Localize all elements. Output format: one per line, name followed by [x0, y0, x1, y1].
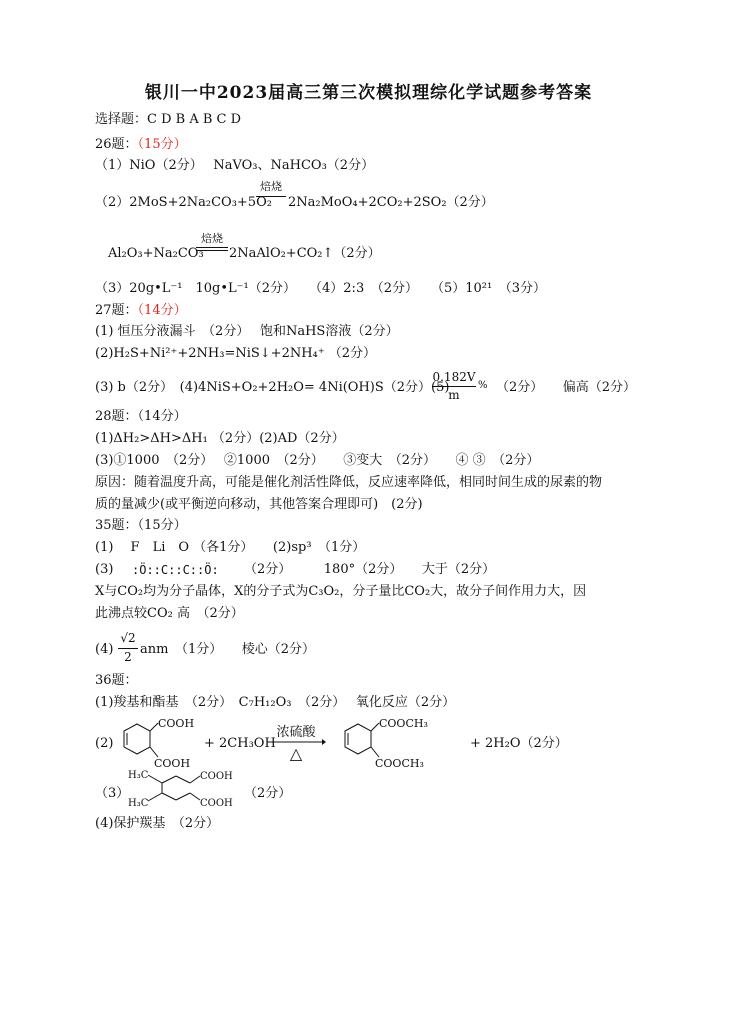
q27-fraction-denominator: m — [448, 388, 460, 402]
q28-heading: 28题：（14分） — [95, 409, 187, 424]
q35-electron-dot-formula: :Ö::C::C::Ö: — [132, 563, 219, 577]
q36-heat-symbol: △ — [289, 744, 303, 763]
q36-reactant-cooh-bottom: COOH — [154, 757, 191, 770]
q26-line2-right: 2Na₂MoO₄+2CO₂+2SO₂（2分） — [288, 195, 494, 210]
q36-line2-label: (2) — [95, 736, 114, 751]
q36-answer3-structure — [128, 768, 243, 814]
q27-percent: % — [478, 380, 488, 391]
q36-line3-label: （3） — [95, 786, 130, 801]
q36-line1: (1)羧基和酯基 （2分） C₇H₁₂O₃ （2分） 氧化反应（2分） — [95, 695, 456, 710]
q36-product-structure — [333, 715, 443, 770]
q28-line2: (3)①1000 （2分） ②1000 （2分） ③变大 （2分） ④ ③ （2分） — [95, 453, 540, 468]
q27-heading — [95, 303, 187, 319]
q35-sqrt-numerator: √2 — [120, 631, 136, 645]
q26-line3-equals — [196, 247, 228, 251]
q35-line2-right: （2分） 180°（2分） 大于（2分） — [244, 562, 496, 577]
q35-line3: X与CO₂均为分子晶体，X的分子式为C₃O₂，分子量比CO₂大，故分子间作用力大，因 — [95, 584, 587, 599]
q28-line3: 原因：随着温度升高，可能是催化剂活性降低，反应速率降低，相同时间生成的尿素的物 — [95, 475, 603, 490]
page-title: 银川一中2023届高三第三次模拟理综化学试题参考答案 — [144, 83, 593, 103]
q26-line3-right: 2NaAlO₂+CO₂↑（2分） — [229, 246, 381, 261]
q36-answer3-cooh-bottom: COOH — [200, 798, 233, 809]
q26-line2-arrow — [256, 196, 286, 197]
q35-fraction-denominator: 2 — [124, 650, 132, 664]
q35-line4: 此沸点较CO₂ 高 （2分） — [95, 606, 244, 621]
q26-line2-condition: 焙烧 — [260, 180, 282, 193]
q36-reactant-cooh-top: COOH — [158, 717, 195, 730]
q36-product-ester-top: COOCH₃ — [379, 717, 428, 730]
q35-line5-label: (4) — [95, 642, 114, 657]
q26-head: 26题： — [95, 137, 138, 152]
q36-answer3-h3c-top: H₃C — [128, 770, 149, 781]
q27-fraction-bar — [432, 386, 476, 387]
q35-fraction-bar — [118, 648, 138, 649]
q26-line1: （1）NiO（2分） NaVO₃、NaHCO₃（2分） — [95, 158, 375, 173]
q27-line1: (1) 恒压分液漏斗 （2分） 饱和NaHS溶液（2分） — [95, 324, 399, 339]
q26-line3-condition: 焙烧 — [201, 232, 223, 245]
q36-answer3-cooh-top: COOH — [200, 771, 233, 782]
q35-line1: (1) F Li O （各1分） (2)sp³ （1分） — [95, 540, 366, 555]
q36-line4: (4)保护羰基 （2分） — [95, 816, 220, 831]
q36-reactant-structure — [112, 715, 202, 770]
q36-product-ester-bottom: COOCH₃ — [375, 757, 424, 770]
q35-heading: 35题：（15分） — [95, 518, 187, 533]
q26-line3-left: Al₂O₃+Na₂CO₃ — [108, 246, 204, 261]
q26-heading — [95, 137, 187, 153]
q36-methanol: + 2CH₃OH — [204, 736, 276, 751]
q27-line3-right: （2分） 偏高（2分） — [496, 380, 637, 395]
choice-answers: 选择题：C D B A B C D — [95, 112, 242, 127]
q36-line3-score: （2分） — [244, 786, 292, 801]
q27-fraction-numerator: 0.182V — [432, 370, 476, 384]
q36-heading: 36题： — [95, 673, 138, 688]
q35-line2-label: (3) — [95, 562, 114, 577]
q26-line4: （3）20g•L⁻¹ 10g•L⁻¹（2分） （4）2:3 （2分） （5）10²¹ （3分） — [95, 281, 546, 296]
q27-head: 27题： — [95, 303, 138, 318]
q27-line3-left: (3) b（2分） (4)4NiS+O₂+2H₂O= 4Ni(OH)S（2分）(5) — [95, 380, 450, 395]
q35-line5-right: anm （1分） 棱心（2分） — [140, 642, 315, 657]
q36-water: + 2H₂O（2分） — [470, 736, 568, 751]
q36-answer3-h3c-bottom: H₃C — [128, 798, 149, 809]
q27-line2: (2)H₂S+Ni²⁺+2NH₃=NiS↓+2NH₄⁺ （2分） — [95, 346, 377, 361]
q28-line4: 质的量减少(或平衡逆向移动，其他答案合理即可) (2分) — [95, 497, 423, 512]
q26-line2-left: （2）2MoS+2Na₂CO₃+5O₂ — [95, 195, 272, 210]
q26-score: （15分） — [137, 137, 187, 152]
q36-reaction-condition: 浓硫酸 — [276, 725, 316, 740]
q28-line1: (1)ΔH₂>ΔH>ΔH₁ （2分）(2)AD（2分） — [95, 431, 345, 446]
q27-score: （14分） — [137, 303, 187, 318]
